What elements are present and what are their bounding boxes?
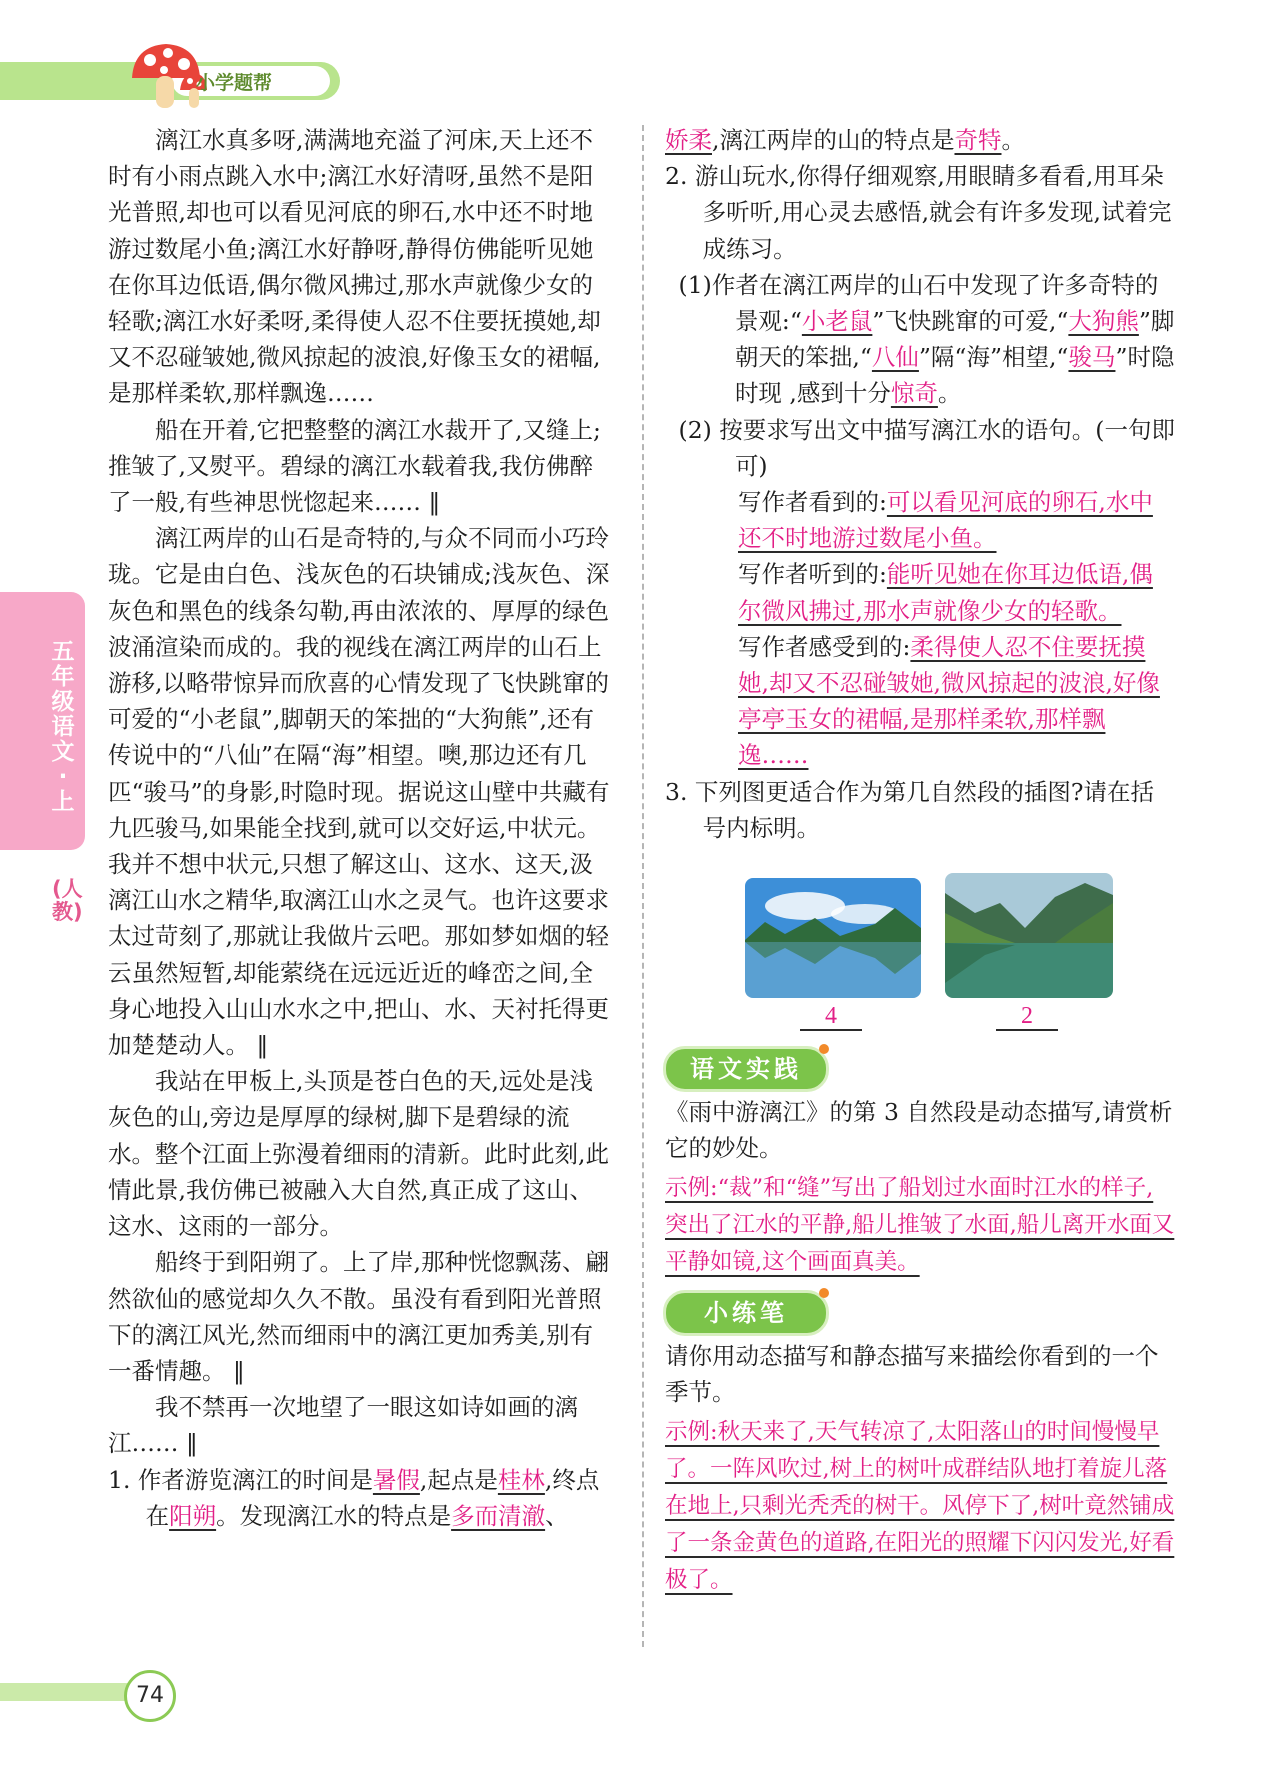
practice-answer (665, 1170, 1175, 1281)
answer-label: 写作者听到的: (738, 560, 887, 589)
question-text: 。发现漓江水的特点是 (216, 1501, 452, 1530)
practice-badge: 语文实践 (663, 1046, 829, 1092)
edition-label: (人教) (52, 877, 83, 924)
answer-hear (665, 556, 1175, 628)
question-3-stem: 3. 下列图更适合作为第几自然段的插图?请在括号内标明。 (665, 777, 1154, 842)
answer-blank: 惊奇 (890, 379, 938, 408)
page-number: 74 (124, 1670, 176, 1722)
answer-blank: 暑假 (372, 1465, 420, 1494)
writing-answer (665, 1414, 1175, 1599)
left-column (108, 122, 613, 1534)
question-text: 1. 作者游览漓江的时间是 (108, 1465, 373, 1494)
right-column (665, 122, 1175, 846)
question-text: ”时隐时现 ,感到十分 (734, 343, 1175, 408)
question-text: ,终点在 (145, 1465, 600, 1530)
question-2-stem: 2. 游山玩水,你得仔细观察,用眼睛多看看,用耳朵多听听,用心灵去感悟,就会有许多发现,试着完成练习。 (665, 162, 1172, 263)
writing-badge: 小练笔 (663, 1290, 829, 1336)
photo-2-answer: 2 (996, 1003, 1058, 1031)
passage-paragraph: 漓江水真多呀,满满地充溢了河床,天上还不时有小雨点跳入水中;漓江水好清呀,虽然不是阳光普照,却也可以看见河底的卵石,水中还不时地游过数尾小鱼;漓江水好静呀,静得仿佛能听见她在你耳边低语,偶尔微风拂过,那水声就像少女的轻歌;漓江水好柔呀,柔得使人忍不住要抚摸她,却又不忍碰皱她,微风掠起的波浪,好像玉女的裙幅,是那样柔软,那样飘逸…… (108, 126, 601, 408)
passage-paragraph: 漓江两岸的山石是奇特的,与众不同而小巧玲珑。它是由白色、浅灰色的石块铺成;浅灰色、深灰色和黑色的线条勾勒,再由浓浓的、厚厚的绿色波涌渲染而成的。我的视线在漓江两岸的山石上游移,以略带惊异而欣喜的心情发现了飞快跳窜的可爱的“小老鼠”,脚朝天的笨拙的“大狗熊”,还有传说中的“八仙”在隔“海”相望。噢,那边还有几匹“骏马”的身影,时隐时现。据说这山壁中共藏有九匹骏马,如果能全找到,就可以交好运,中状元。我并不想中状元,只想了解这山、这水、这天,汲漓江山水之精华,取漓江山水之灵气。也许这要求太过苛刻了,那就让我做片云吧。那如梦如烟的轻云虽然短暂,却能萦绕在远远近近的峰峦之间,全身心地投入山山水水之中,把山、水、天衬托得更加楚楚动人。 ‖ (108, 524, 610, 1060)
answer-blank: 八仙 (871, 343, 919, 372)
practice-question: 《雨中游漓江》的第 3 自然段是动态描写,请赏析它的妙处。 (665, 1098, 1173, 1163)
answer-blank: 娇柔 (665, 126, 712, 154)
question-2-part-2-stem: (2) 按要求写出文中描写漓江水的语句。(一句即可) (678, 415, 1175, 480)
answer-text: 柔得使人忍不住要抚摸她,却又不忍碰皱她,微风掠起的波浪,好像亭亭玉女的裙幅,是那样柔软,那样飘逸…… (738, 632, 1160, 770)
photo-river-mountains (945, 873, 1113, 998)
question-2-part-1 (678, 267, 1175, 412)
question-1-continued (665, 122, 1175, 158)
answer-label: 写作者看到的: (738, 488, 887, 517)
writing-answer-text: 示例:秋天来了,天气转凉了,太阳落山的时间慢慢早了。一阵风吹过,树上的树叶成群结队地打着旋儿落在地上,只剩光秃秃的树干。风停下了,树叶竟然铺成了一条金黄色的道路,在阳光的照耀下闪闪发光,好看极了。 (665, 1419, 1175, 1593)
answer-text: 可以看见河底的卵石,水中还不时地游过数尾小鱼。 (738, 488, 1153, 553)
header-title: 小学题帮 (196, 72, 273, 94)
grade-subject-label: 五年级语文·上 (51, 639, 75, 815)
column-divider (642, 125, 644, 1647)
answer-blank: 奇特 (954, 126, 1002, 154)
writing-question: 请你用动态描写和静态描写来描绘你看到的一个季节。 (665, 1342, 1159, 1407)
question-text: (1)作者在漓江两岸的山石中发现了许多奇特的景观:“ (678, 270, 1159, 336)
question-text: 、 (545, 1501, 569, 1530)
passage-paragraph: 我不禁再一次地望了一眼这如诗如画的漓江…… ‖ (108, 1393, 578, 1458)
photo-1-answer: 4 (800, 1003, 862, 1031)
passage-paragraph: 船终于到阳朔了。上了岸,那种恍惚飘荡、翩然欲仙的感觉却久久不散。虽没有看到阳光普照下的漓江风光,然而细雨中的漓江更加秀美,别有一番情趣。 ‖ (108, 1248, 609, 1385)
question-text: ”飞快跳窜的可爱,“ (872, 307, 1069, 336)
question-text: ,起点是 (419, 1465, 498, 1494)
answer-blank: 大狗熊 (1068, 307, 1139, 336)
question-text: ”脚朝天的笨拙,“ (734, 307, 1175, 372)
question-text: 。 (1001, 126, 1025, 154)
photo-river-sky (745, 878, 921, 998)
question-text: ”隔“海”相望,“ (918, 343, 1069, 372)
footer-bar (0, 1683, 135, 1701)
answer-feel (665, 629, 1175, 774)
answer-text: 能听见她在你耳边低语,偶尔微风拂过,那水声就像少女的轻歌。 (738, 560, 1153, 625)
practice-answer-text: 示例:“裁”和“缝”写出了船划过水面时江水的样子,突出了江水的平静,船儿推皱了水面,船儿离开水面又平静如镜,这个画面真美。 (665, 1175, 1175, 1275)
passage-paragraph: 我站在甲板上,头顶是苍白色的天,远处是浅灰色的山,旁边是厚厚的绿树,脚下是碧绿的流水。整个江面上弥漫着细雨的清新。此时此刻,此情此景,我仿佛已被融入大自然,真正成了这山、这水、这雨的一部分。 (108, 1067, 609, 1241)
answer-blank: 骏马 (1068, 343, 1116, 372)
answer-blank: 小老鼠 (801, 307, 873, 336)
answer-blank: 桂林 (497, 1465, 545, 1494)
answer-label: 写作者感受到的: (738, 632, 911, 661)
answer-blank: 多而清澈 (451, 1501, 546, 1530)
answer-blank: 阳朔 (169, 1501, 217, 1530)
question-text: ,漓江两岸的山的特点是 (712, 126, 955, 154)
question-text: 。 (937, 379, 962, 408)
question-1 (108, 1462, 613, 1534)
badge-dot-icon (819, 1288, 829, 1298)
badge-dot-icon (819, 1044, 829, 1054)
passage-paragraph: 船在开着,它把整整的漓江水裁开了,又缝上;推皱了,又熨平。碧绿的漓江水载着我,我仿佛醉了一般,有些神思恍惚起来…… ‖ (108, 415, 601, 517)
answer-see (665, 484, 1175, 556)
